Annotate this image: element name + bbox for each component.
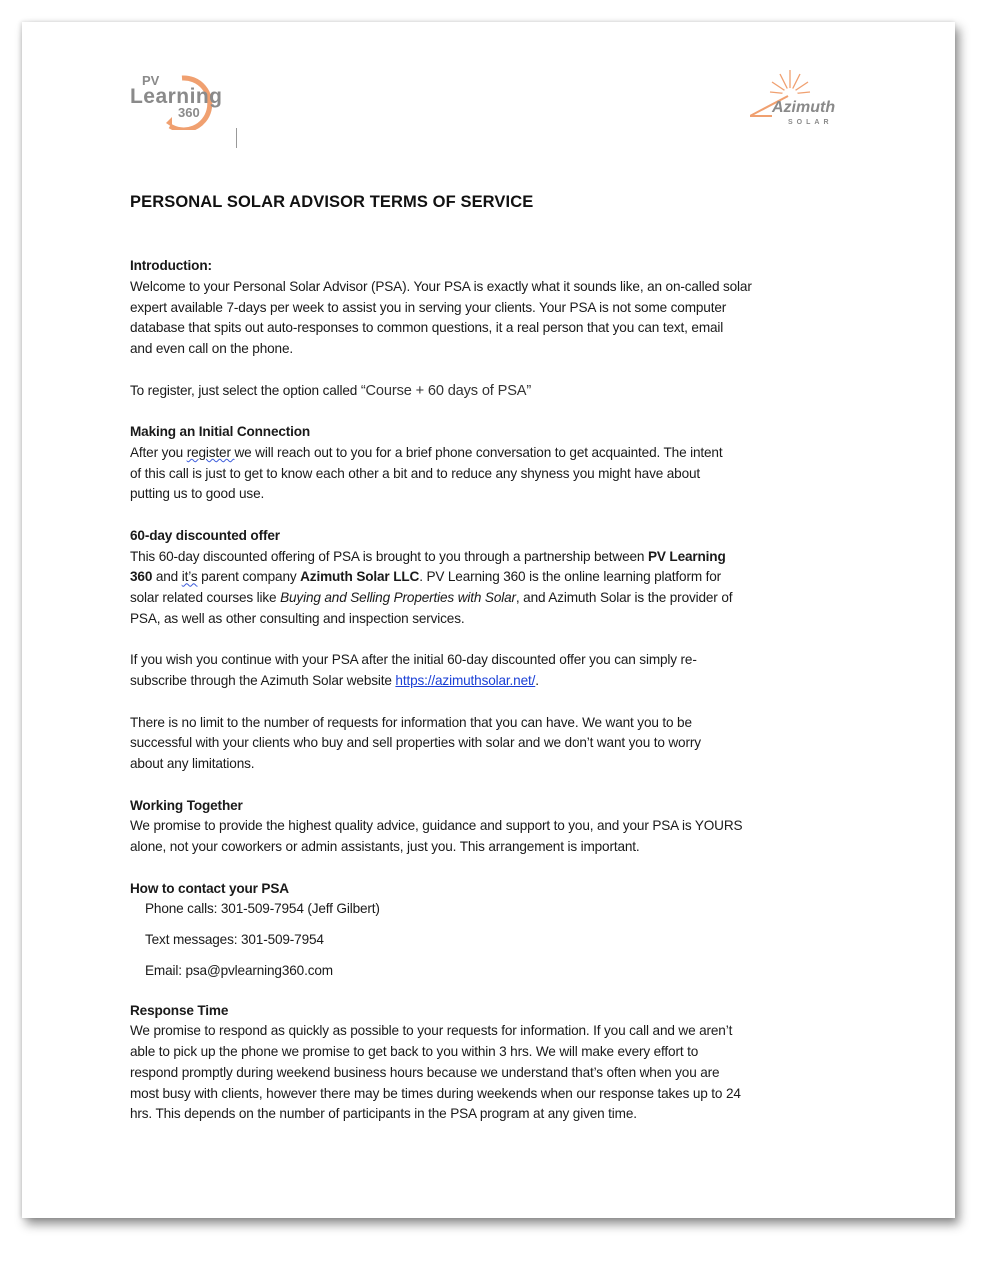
text-run: . [535,673,539,688]
text-line [130,443,870,464]
text-run: We promise to provide the highest quality advice, guidance and support to you, and your PSA is YOURS [130,818,743,834]
text-run: PSA, as well as other consulting and inspection services. [130,610,465,626]
text-run: we will reach out to you for a brief phone conversation to get acquainted. The intent [234,444,723,460]
text-line [130,381,870,402]
svg-text:Learning: Learning [130,85,222,108]
paragraph [130,277,870,360]
text-run: We promise to respond as quickly as possible to your requests for information. If you call and we aren’t [130,1023,733,1039]
section-heading: How to contact your PSA [130,880,289,896]
svg-text:PV: PV [142,73,160,88]
text-run: Welcome to your Personal Solar Advisor (PSA). Your PSA is exactly what it sounds like, an on-called solar [130,278,752,294]
text-line [130,547,870,568]
section-heading: Making an Initial Connection [130,424,311,439]
text-run: Buying and Selling Properties with Solar [280,590,516,605]
azimuth-website-link[interactable]: https://azimuthsolar.net/ [395,673,536,688]
text-run: and even call on the phone. [130,341,293,356]
text-run: alone, not your coworkers or admin assistants, just you. This arrangement is important. [130,839,640,854]
text-run: 360 [130,569,153,585]
azimuth-solar-logo [750,66,850,126]
document-body [130,256,870,1125]
blank-line [130,858,870,879]
text-line [130,754,870,775]
text-run: expert available 7-days per week to assist you in serving your clients. Your PSA is not some computer [130,299,727,315]
text-run: most busy with clients, however there may be times during weekends when our response takes up to 24 [130,1085,741,1101]
contact-item: Text messages: 301-509-7954 [145,932,324,947]
text-line [130,1063,870,1084]
text-run: “Course + 60 days of PSA” [360,382,532,399]
text-line [130,567,870,588]
contact-item: Phone calls: 301-509-7954 (Jeff Gilbert) [145,901,380,917]
text-line [130,1042,870,1063]
text-line [130,733,870,754]
contact-item: Email: psa@pvlearning360.com [145,962,333,978]
svg-text:Azimuth: Azimuth [772,99,836,116]
blank-line [130,982,870,1001]
blank-line [130,692,870,713]
text-line [130,671,870,692]
text-line [130,837,870,858]
text-line [130,298,870,319]
text-line [130,588,870,609]
paragraph [130,381,870,402]
blank-line [130,630,870,651]
text-line [130,609,870,630]
document-page [22,22,955,1218]
pv-learning-360-logo [130,70,230,130]
text-line [130,277,870,298]
text-line [130,1021,870,1042]
section-heading: 60-day discounted offer [130,527,280,543]
blank-line [130,360,870,381]
blank-line [130,505,870,526]
text-run: hrs. This depends on the number of participants in the PSA program at any given time. [130,1106,637,1122]
paragraph [130,1021,870,1125]
text-line [130,339,870,360]
text-run: Azimuth Solar LLC [300,569,420,585]
paragraph [130,547,870,630]
text-line [130,318,870,339]
text-run: about any limitations. [130,756,255,771]
svg-text:360: 360 [178,105,200,120]
paragraph [130,443,870,505]
paragraph [130,713,870,775]
text-line [130,1084,870,1105]
text-run: , and Azimuth Solar is the provider of [515,590,733,605]
text-run: parent company [197,569,301,585]
text-run: This 60-day discounted offering of PSA is brought to you through a partnership between [130,548,648,564]
blank-line [130,401,870,422]
text-run: respond promptly during weekend business hours because we understand that’s often when you are [130,1064,720,1080]
text-line [130,1104,870,1125]
text-run: register [186,444,235,460]
section-heading: Response Time [130,1002,229,1018]
section-heading: Introduction: [130,258,212,273]
paragraph [130,650,870,692]
text-run: PV Learning [647,548,726,564]
text-run: solar related courses like [130,590,281,605]
text-run: able to pick up the phone we promise to get back to you within 3 hrs. We will make every effort to [130,1044,699,1059]
text-run: There is no limit to the number of requests for information that you can have. We want you to be [130,714,692,730]
text-run: After you [130,444,187,460]
text-run: If you wish you continue with your PSA after the initial 60-day discounted offer you can simply re- [130,652,697,668]
text-run: successful with your clients who buy and sell properties with solar and we don’t want you to worry [130,735,701,751]
svg-text:SOLAR: SOLAR [788,119,833,126]
paragraph [130,816,870,858]
text-line [130,484,870,505]
document-title: PERSONAL SOLAR ADVISOR TERMS OF SERVICE [130,193,534,211]
blank-line [130,775,870,796]
text-run: subscribe through the Azimuth Solar website [130,673,396,688]
text-run: it’s [181,569,198,585]
text-run: . PV Learning 360 is the online learning platform for [419,569,722,585]
text-line [130,464,870,485]
text-run: To register, just select the option called [130,382,361,398]
text-line [130,713,870,734]
text-run: putting us to good use. [130,486,265,502]
text-run: database that spits out auto-responses to common questions, it a real person that you can text, email [130,320,724,336]
text-run: of this call is just to get to know each other a bit and to reduce any shyness you might have about [130,465,701,481]
text-cursor [236,128,237,148]
section-heading: Working Together [130,797,243,813]
text-line [130,816,870,837]
text-run: and [152,569,182,585]
text-line [130,650,870,671]
